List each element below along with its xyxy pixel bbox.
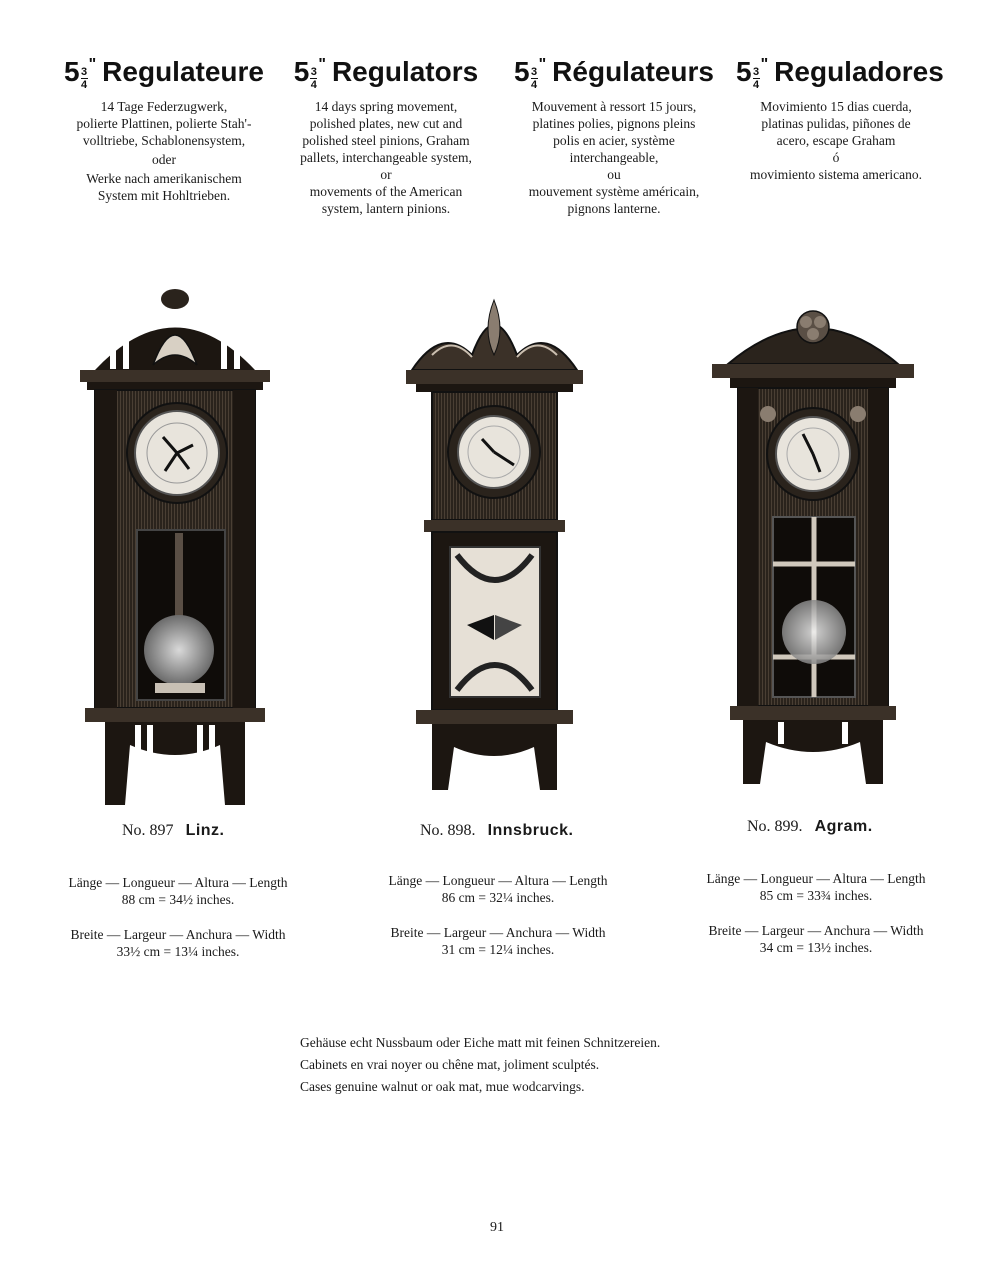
length-label: Länge — Longueur — Altura — Length: [706, 871, 926, 886]
length-value: 86 cm = 32¼ inches.: [441, 890, 555, 905]
column-title: 5 $\frac{3}{4}$ " Regulateure: [64, 56, 264, 91]
model-number: No. 898.: [420, 822, 476, 839]
length-value: 88 cm = 34½ inches.: [121, 892, 235, 907]
page-number: 91: [490, 1220, 504, 1235]
note-english: Cases genuine walnut or oak mat, mue wodcarvings.: [300, 1079, 585, 1094]
caption-linz: [122, 822, 225, 840]
column-description: 14 days spring movement, polished plates, new cut and polished steel pinions, Graham pallets, interchangeable system, or movements of the American system, lantern pinions.: [300, 99, 472, 216]
column-description: Mouvement à ressort 15 jours, platines polies, pignons pleins polis en acier, système interchangeable, ou mouvement système américain, pignons lanterne.: [528, 99, 700, 216]
column-title: 5 $\frac{3}{4}$ " Reguladores: [736, 56, 944, 91]
dimensions-linz: [56, 874, 300, 960]
dimensions-innsbruck: [376, 872, 620, 958]
column-title: 5 $\frac{3}{4}$ " Regulators: [293, 56, 479, 91]
note-german: Gehäuse echt Nussbaum oder Eiche matt mit feinen Schnitzereien.: [300, 1035, 661, 1050]
width-label: Breite — Largeur — Anchura — Width: [390, 925, 606, 940]
model-name: Linz.: [185, 822, 225, 839]
clock-agram-drawing: [708, 302, 918, 802]
material-notes: [300, 1032, 660, 1098]
header-column-german: [58, 48, 270, 204]
model-name: Innsbruck.: [487, 822, 574, 839]
header-column-spanish: [736, 48, 944, 183]
width-label: Breite — Largeur — Anchura — Width: [708, 923, 924, 938]
model-number: No. 899.: [747, 818, 803, 835]
dimensions-agram: [694, 870, 938, 956]
clock-illustration-linz: [75, 285, 275, 810]
clock-illustration-agram: [708, 302, 918, 802]
note-french: Cabinets en vrai noyer ou chêne mat, joliment sculptés.: [300, 1057, 600, 1072]
width-value: 33½ cm = 13¼ inches.: [116, 944, 240, 959]
width-value: 34 cm = 13½ inches.: [759, 940, 873, 955]
clock-linz-drawing: [75, 285, 275, 810]
header-column-english: [288, 48, 484, 217]
model-name: Agram.: [814, 818, 873, 835]
column-description: 14 Tage Federzugwerk, polierte Plattinen, polierte Stah'- volltriebe, Schablonensystem, oder Werke nach amerikanischem System mit Hohltrieben.: [76, 99, 252, 203]
width-value: 31 cm = 12¼ inches.: [441, 942, 555, 957]
column-title: 5 $\frac{3}{4}$ " Régulateurs: [514, 56, 714, 91]
length-label: Länge — Longueur — Altura — Length: [388, 873, 608, 888]
width-label: Breite — Largeur — Anchura — Width: [70, 927, 286, 942]
caption-agram: [747, 818, 873, 836]
length-label: Länge — Longueur — Altura — Length: [68, 875, 288, 890]
caption-innsbruck: [420, 822, 573, 840]
clock-illustration-innsbruck: [402, 295, 587, 795]
model-number: No. 897: [122, 822, 174, 839]
column-description: Movimiento 15 dias cuerda, platinas pulidas, piñones de acero, escape Graham ó movimiento sistema americano.: [749, 99, 923, 182]
header-column-french: [510, 48, 718, 217]
clock-innsbruck-drawing: [402, 295, 587, 795]
length-value: 85 cm = 33¾ inches.: [759, 888, 873, 903]
